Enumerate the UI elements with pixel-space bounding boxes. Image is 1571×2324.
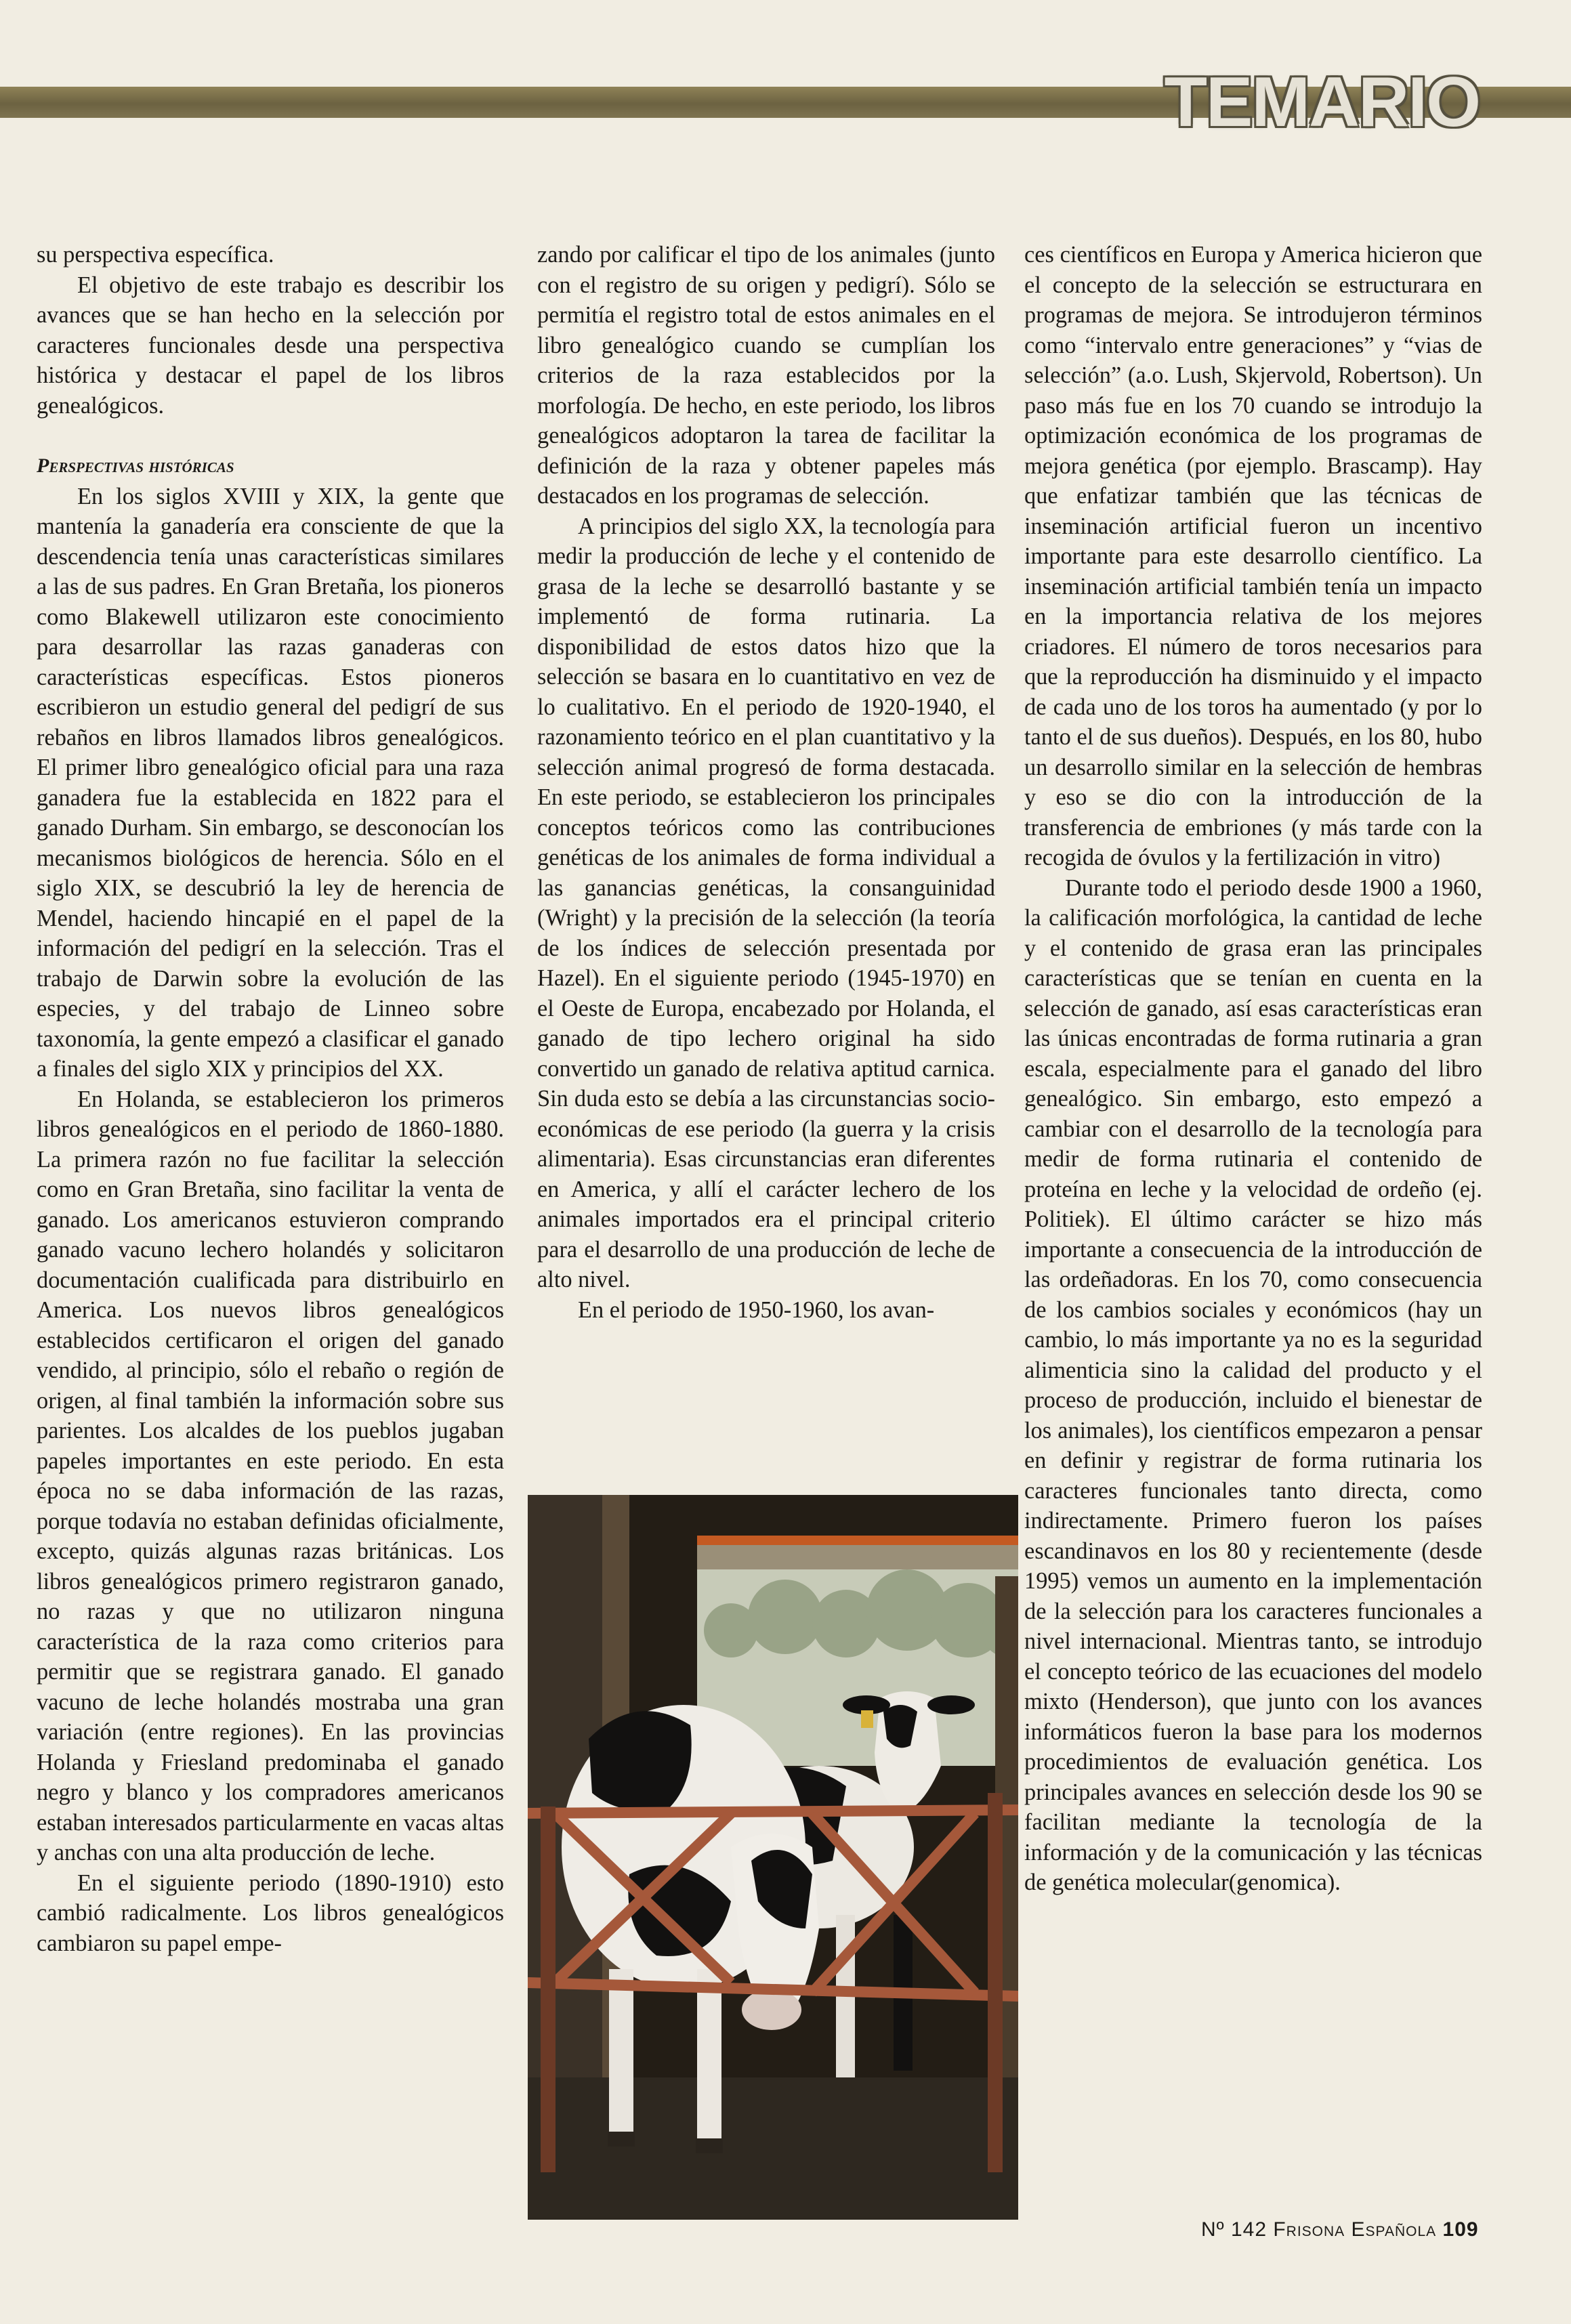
paragraph: zando por calificar el tipo de los animales (junto con el registro de su origen y pedigrí). Sólo se permitía el registro total de estos animales en el libro genealógico cuando se cumplían los criterios de la raza establecidos por la morfología. De hecho, en este periodo, los libros genealógicos adoptaron la tarea de facilitar la definición de la raza y obtener papeles más destacados en los programas de selección. bbox=[537, 242, 995, 509]
paragraph: El objetivo de este trabajo es describir los avances que se han hecho en la selección por caracteres funcionales desde una perspectiva histórica y destacar el papel de los libros genealógicos. bbox=[37, 272, 504, 419]
paragraph: ces científicos en Europa y America hicieron que el concepto de la selección se estructurara en programas de mejora. Se introdujeron términos como “intervalo entre generaciones” y “vias de selección” (a.o. Lush, Skjervold, Robertson). Un paso más fue en los 70 cuando se introdujo la optimización económica de los programas de mejora genética (por ejemplo. Brascamp). Hay que enfatizar también que las técnicas de inseminación artificial fueron un incentivo importante para este desarrollo científico. La inseminación artificial también tenía un impacto en la importancia relativa de los mejores criadores. El número de toros necesarios para que la reproducción ha disminuido y el impacto de cada uno de los toros ha aumentado (y por lo tanto el de sus dueños). Después, en los 80, hubo un desarrollo similar en la selección de hembras y eso se dio con la introducción de la transferencia de embriones (y más tarde con la recogida de óvulos y la fertilización in vitro) bbox=[1024, 242, 1482, 870]
paragraph: su perspectiva específica. bbox=[37, 242, 274, 268]
column-3 bbox=[1024, 240, 1482, 1898]
paragraph: En el siguiente periodo (1890-1910) esto cambió radicalmente. Los libros genealógicos cambiaron su papel empe- bbox=[37, 1869, 504, 1956]
paragraph: A principios del siglo XX, la tecnología para medir la producción de leche y el contenido de grasa de la leche se desarrolló bastante y se implementó de forma rutinaria. La disponibilidad de estos datos hizo que la selección se basara en lo cuantitativo en vez de lo cualitativo. En el periodo de 1920-1940, el razonamiento teórico en el plan cuantitativo y la selección animal progresó de forma destacada. En este periodo, se establecieron los principales conceptos teóricos como las contribuciones genéticas de los animales de forma individual a las ganancias genéticas, la consanguinidad (Wright) y la precisión de la selección (la teoría de los índices de selección presentada por Hazel). En el siguiente periodo (1945-1970) en el Oeste de Europa, encabezado por Holanda, el ganado de tipo lechero original ha sido convertido un ganado de relativa aptitud carnica. Sin duda esto se debía a las circunstancias socio-económicas de ese periodo (la guerra y la crisis alimentaria). Esas circunstancias eran diferentes en America, y allí el carácter lechero de los animales importados era el principal criterio para el desarrollo de una producción de leche de alto nivel. bbox=[537, 513, 995, 1292]
paragraph: En Holanda, se establecieron los primeros libros genealógicos en el periodo de 1860-1880. La primera razón no fue facilitar la selección como en Gran Bretaña, sino facilitar la venta de ganado. Los americanos estuvieron comprando ganado vacuno lechero holandés y solicitaron documentación cualificada para distribuirlo en America. Los nuevos libros genealógicos establecidos certificaron el origen del ganado vendido, al principio, sólo el rebaño o región de origen, al final también la información sobre sus parientes. Los alcaldes de los pueblos jugaban papeles importantes en este periodo. En esta época no se daba información de las razas, porque todavía no estaban definidas oficialmente, excepto, quizás algunas razas británicas. Los libros genealógicos primero registraron ganado, no razas y que no utilizaron ninguna característica de la raza como criterios para permitir que se registrara ganado. El ganado vacuno de leche holandés mostraba una gran variación (entre regiones). En las provincias Holanda y Friesland predominaba el ganado negro y blanco y los compradores americanos estaban interesados particularmente en vacas altas y anchas con una alta producción de leche. bbox=[37, 1086, 504, 1865]
paragraph: En el periodo de 1950-1960, los avan- bbox=[578, 1296, 935, 1323]
column-1 bbox=[37, 240, 504, 1958]
issue-label: Nº 142 Frisona Española bbox=[1201, 2218, 1437, 2241]
paragraph: Durante todo el periodo desde 1900 a 1960, la calificación morfológica, la cantidad de leche y el contenido de grasa eran las principales características que se tenían en cuenta en la selección de ganado, así esas características eran las únicas encontradas de forma rutinaria a gran escala, especialmente para el ganado del libro genealógico. Sin embargo, esto empezó a cambiar con el desarrollo de la tecnología para medir de forma rutinaria el contenido de proteína en leche y la velocidad de ordeño (ej. Politiek). El último carácter se hizo más importante a consecuencia de la introducción de las ordeñadoras. En los 70, como consecuencia de los cambios sociales y económicos (hay un cambio, lo más importante ya no es la seguridad alimenticia sino la calidad del producto y el proceso de producción, incluido el bienestar de los animales), los científicos empezaron a pensar en definir y registrar de forma rutinaria los caracteres funcionales tanto directa, como indirectamente. Primero fueron los países escandinavos en los 80 y recientemente (desde 1995) vemos un aumento en la implementación de la selección para los caracteres funcionales a nivel internacional. Mientras tanto, se introdujo el concepto teórico de las ecuaciones del modelo mixto (Henderson), que junto con los avances informáticos fueron la base para los modernos procedimientos de evaluación genética. Los principales avances en selección desde los 90 se facilitan mediante la tecnología de la información y de la comunicación y las técnicas de genética molecular(genomica). bbox=[1024, 874, 1482, 1895]
cows-photo bbox=[528, 1495, 1018, 2220]
paragraph: En los siglos XVIII y XIX, la gente que mantenía la ganadería era consciente de que la descendencia tenía unas características similares a las de sus padres. En Gran Bretaña, los pioneros como Blakewell utilizaron este conocimiento para desarrollar las razas ganaderas con características específicas. Estos pioneros escribieron un estudio general del pedigrí de sus rebaños en libros llamados libros genealógicos. El primer libro genealógico oficial para una raza ganadera fue la establecida en 1822 para el ganado Durham. Sin embargo, se desconocían los mecanismos biológicos de herencia. Sólo en el siglo XIX, se descubrió la ley de herencia de Mendel, haciendo hincapié en el papel de la información del pedigrí en la selección. Tras el trabajo de Darwin sobre la evolución de las especies, y del trabajo de Linneo sobre taxonomía, la gente empezó a clasificar el ganado a finales del siglo XIX y principios del XX. bbox=[37, 483, 504, 1082]
section-title: TEMARIO bbox=[1164, 63, 1480, 142]
page-number: 109 bbox=[1442, 2218, 1479, 2241]
section-heading: Perspectivas históricas bbox=[37, 455, 234, 477]
page-footer bbox=[1201, 2218, 1479, 2241]
column-2 bbox=[537, 240, 995, 1325]
